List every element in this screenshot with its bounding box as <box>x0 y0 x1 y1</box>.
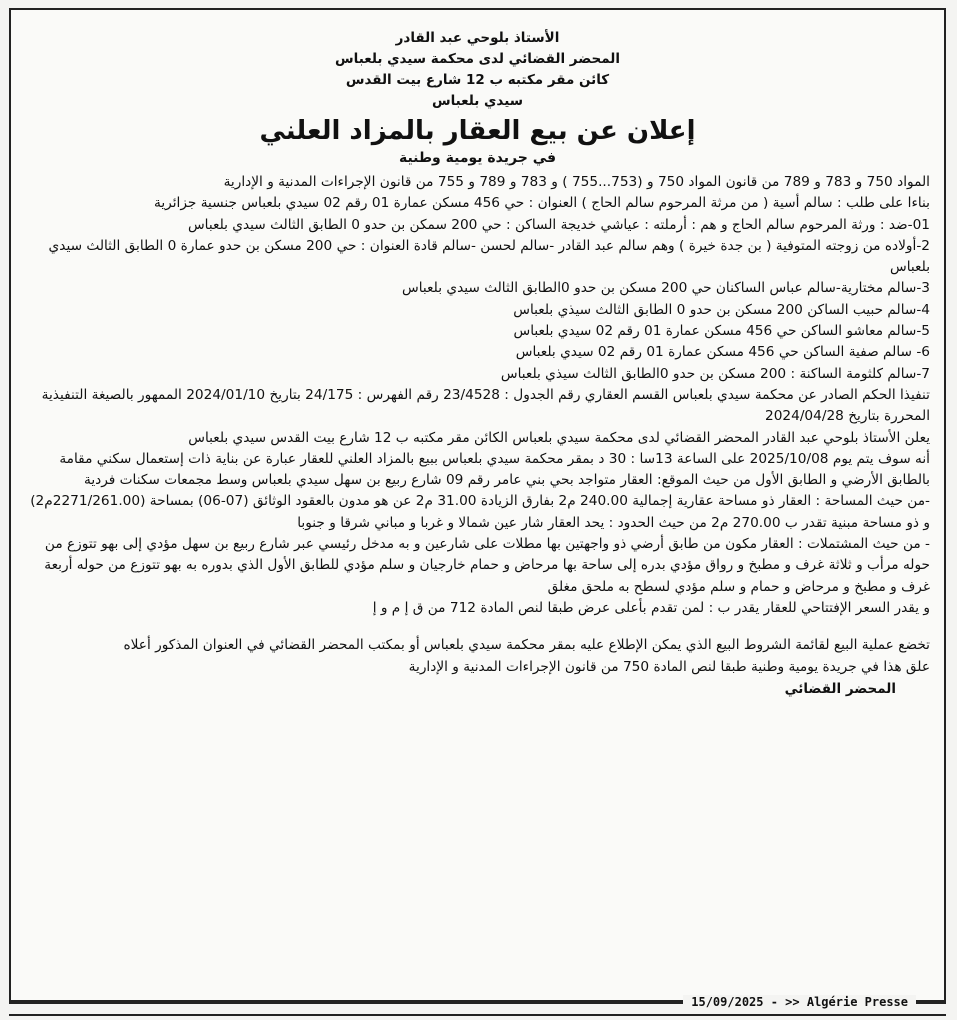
paragraph-defendant-7: 7-سالم كلثومة الساكنة : 200 مسكن بن حدو 0الطابق الثالث سيذي بلعباس <box>500 365 930 382</box>
paragraph-defendant-2: 2-أولاده من زوجته المتوفية ( بن جدة خيرة ) وهم سالم عبد القادر -سالم لحسن -سالم قادة العنوان : حي 200 مسكن بن حدو عمارة 0 الطابق الثالث سيدي بلعباس <box>48 237 930 276</box>
paragraph-announcer: يعلن الأستاذ بلوحي عبد القادر المحضر القضائي لدى محكمة سيدي بلعباس الكائن مقر مكتبه ب 12 شارع بيت القدس سيدي بلعباس <box>188 429 930 446</box>
footer-bar <box>9 992 946 1012</box>
header-address: كائن مقر مكتبه ب 12 شارع بيت القدس <box>345 72 610 88</box>
header-city: سيدي بلعباس <box>431 93 524 109</box>
paragraph-area: -من حيث المساحة : العقار ذو مساحة عقارية إجمالية 240.00 م2 بفارق الزيادة 31.00 م2 عن هو مدون بالعقود الوثائق (07-06) بمساحة (2271/261.00م2) و ذو مساحة مبنية تقدر ب 270.00 م2 من حيث الحدود : يحد العقار شار عين شمالا و غربا و مباني شرقا و جنوبا <box>30 493 930 531</box>
paragraph-judgment: تنفيذا الحكم الصادر عن محكمة سيدي بلعباس القسم العقاري رقم الجدول : 23/4528 رقم الفهرس : 24/175 بتاريخ 2024/01/10 الممهور بالصيغة التنفيذية المحررة بتاريخ 2024/04/28 <box>41 386 930 425</box>
footer-rule-left <box>9 1001 683 1004</box>
footer-rule-right <box>916 1001 946 1004</box>
paragraph-legal-articles: المواد 750 و 783 و 789 من قانون المواد 750 و (753...755 ) و 783 و 789 و 755 من قانون الإجراءات المدنية و الإدارية <box>223 174 930 190</box>
paragraph-defendant-4: 4-سالم حبيب الساكن 200 مسكن بن حدو 0 الطابق الثالث سيذي بلعباس <box>513 301 930 318</box>
announcement-subtitle: في جريدة يومية وطنية <box>398 150 557 166</box>
footer-source: 15/09/2025 - >> Algérie Presse <box>683 995 916 1009</box>
announcement-body <box>25 172 930 678</box>
paragraph-defendant-3: 3-سالم مختارية-سالم عباس الساكنان حي 200 مسكن بن حدو 0الطابق الثالث سيدي بلعباس <box>402 280 930 297</box>
announcement-content <box>25 28 930 980</box>
signature: المحضر القضائي <box>784 680 896 697</box>
announcement-title: إعلان عن بيع العقار بالمزاد العلني <box>259 116 696 146</box>
paragraph-publication: علق هذا في جريدة يومية وطنية طبقا لنص المادة 750 من قانون الإجراءات المدنية و الإدارية <box>408 658 930 675</box>
paragraph-defendant-1: 01-ضد : ورثة المرحوم سالم الحاج و هم : أرملته : عياشي خديجة الساكن : حي 200 سمكن بن حدو 0 الطابق الثالث سيدي بلعباس <box>187 216 930 233</box>
paragraph-contents: - من حيث المشتملات : العقار مكون من طابق أرضي ذو واجهتين بها مطلات على شارعين و به مدخل رئيسي عبر شارع ربيع بن سهل مؤدي إلى بهو تتوزع من حوله مرأب و ثلاثة غرف و مطبخ و رواق مؤدي بدره إلى ساحة بها مرحاض و حمام خارجيان و سلم مؤدي للطابق الأول الذي بدوره به بهو تتوزع من حوله أربعة غرف و مطبخ و مرحاض و حمام و سلم مؤدي لسطح به ملحق مغلق <box>44 536 930 595</box>
bottom-divider <box>9 1014 946 1016</box>
paragraph-defendant-5: 5-سالم معاشو الساكن حي 456 مسكن عمارة 01 رقم 02 سيدي بلعباس <box>513 323 930 340</box>
paragraph-applicant: بناءا على طلب : سالم أسية ( من مرثة المرحوم سالم الحاج ) العنوان : حي 456 مسكن عمارة 01 رقم 02 سيدي بلعباس جنسية جزائرية <box>154 195 930 212</box>
announcement-frame <box>9 8 946 1002</box>
paragraph-conditions: تخضع عملية البيع لقائمة الشروط البيع الذي يمكن الإطلاع عليه بمقر محكمة سيدي بلعباس أو بمكتب المحضر القضائي في العنوان المذكور أعلاه <box>123 637 930 654</box>
paragraph-defendant-6: 6- سالم صفية الساكن حي 456 مسكن عمارة 01 رقم 02 سيدي بلعباس <box>515 344 930 361</box>
bailiff-header <box>25 28 930 112</box>
paragraph-sale-date: أنه سوف يتم يوم 2025/10/08 على الساعة 13سا : 30 د بمقر محكمة سيدي بلعباس ببيع بالمزاد العلني للعقار عبارة عن بناية ذات إستعمال سكني مقامة بالطابق الأرضي و الطابق الأول من حيث الموقع: العقار متواجد بحي بني عامر رقم 09 شارع ربيع بن سهل سيدي بلعباس وسط مجمعات سكنات فردية <box>59 450 930 489</box>
header-role: المحضر القضائي لدى محكمة سيدي بلعباس <box>335 51 620 67</box>
header-name: الأستاذ بلوحي عبد القادر <box>395 30 560 46</box>
paragraph-opening-price: و يقدر السعر الإفتتاحي للعقار يقدر ب : لمن تقدم بأعلى عرض طبقا لنص المادة 712 من ق إ م و إ <box>372 599 930 616</box>
